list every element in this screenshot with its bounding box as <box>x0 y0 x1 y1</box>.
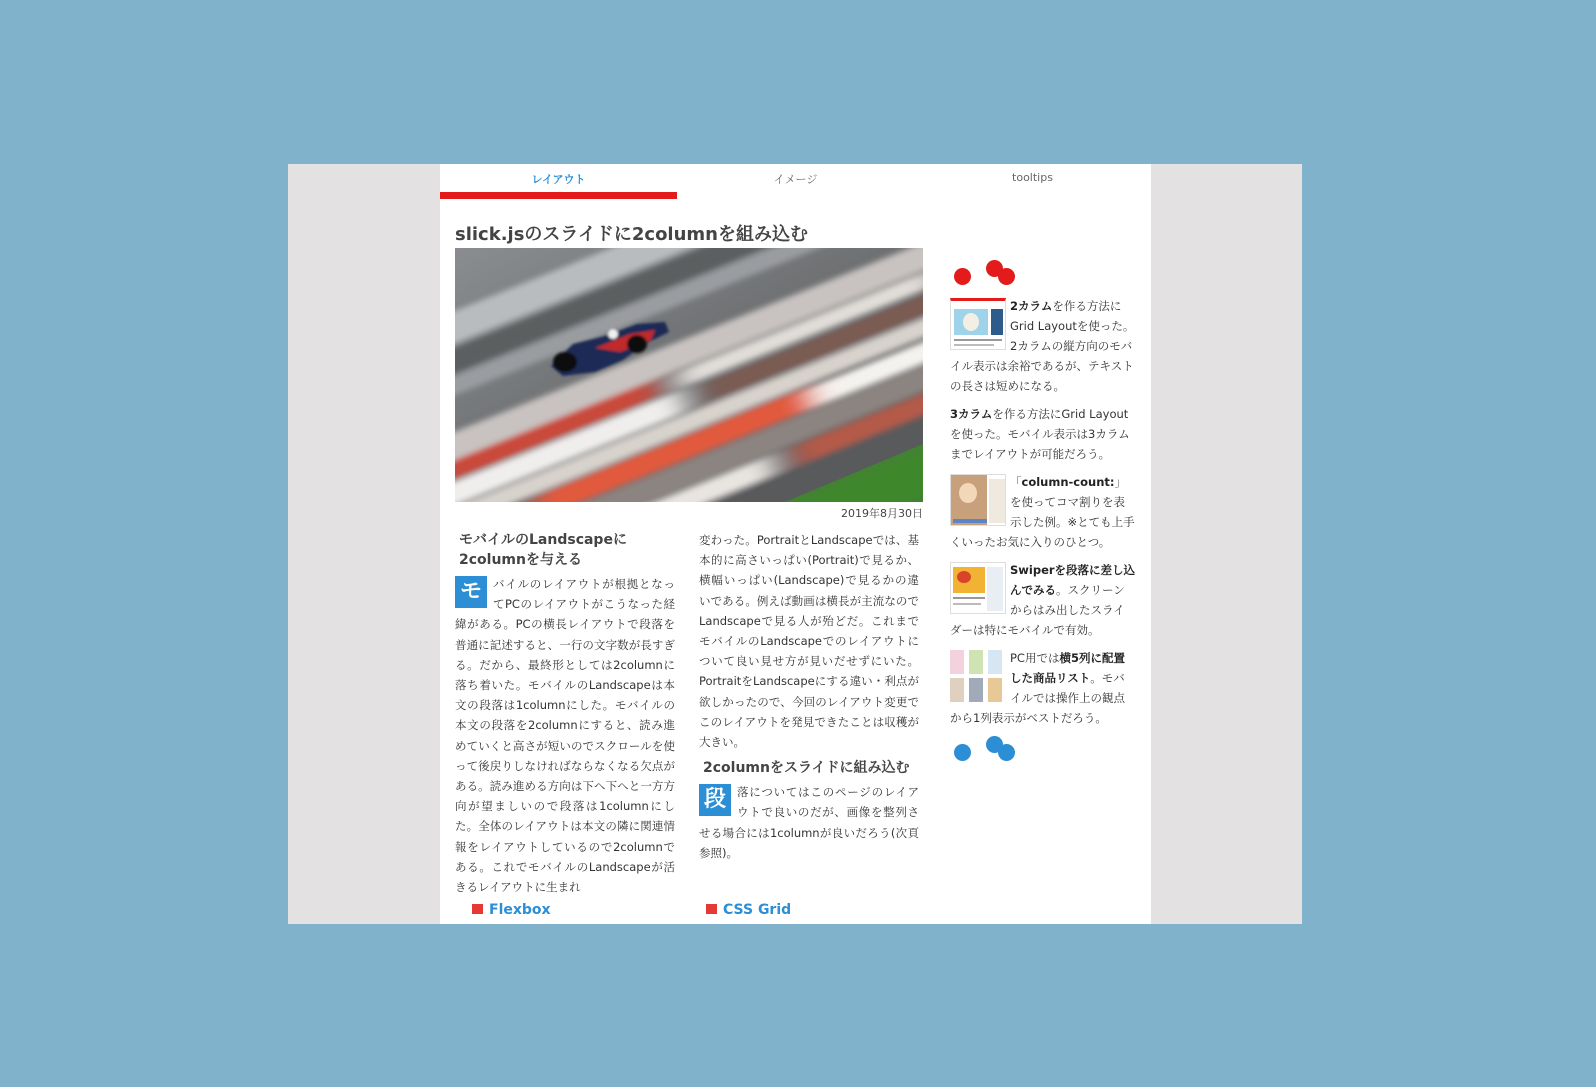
paragraph-right: 変わった。PortraitとLandscapeでは、基本的に高さいっぱい(Portrait)で見るか、横幅いっぱい(Landscape)で見るかの違いである。例えば動画は横長が主流なのでLandscapeで見る人が殆どだ。これまでモバイルのLandscapeでのレイアウトについて良い見せ方が見いだせずにいた。PortraitをLandscapeにする違い・利点が欲しかったので、今回のレイアウト変更でこのレイアウトを発見できたことは収穫が大きい。 <box>699 533 919 750</box>
browser-viewport <box>288 164 1302 924</box>
related-item-title: Swiperを段落に差し込んでみる <box>1010 563 1136 597</box>
page-content <box>440 164 1151 924</box>
dot-icon <box>954 268 971 285</box>
product-list-thumbnail[interactable] <box>950 650 1006 702</box>
link-css-grid-label[interactable]: CSS Grid <box>723 902 792 918</box>
dot-icon <box>998 268 1015 285</box>
related-item-text: を作る方法にGrid Layoutを使った。モバイル表示は3カラムまでレイアウトが可能だろう。 <box>950 407 1130 461</box>
related-item-title: column-count: <box>1021 475 1115 489</box>
related-item-title: 2カラム <box>1010 299 1053 313</box>
related-item-swiper[interactable] <box>950 560 1136 640</box>
related-item-prefix: PC用では <box>1010 651 1060 665</box>
paragraph-right-2-text: 落についてはこのページのレイアウトで良いのだが、画像を整列させる場合には1columnが良いだろう(次頁参照)。 <box>699 785 919 860</box>
red-dots-ornament-icon <box>950 260 1030 296</box>
link-flexbox[interactable] <box>472 902 551 918</box>
related-item-column-count[interactable] <box>950 472 1136 552</box>
section-heading-slider: 2columnをスライドに組み込む <box>703 760 910 777</box>
column-count-thumbnail[interactable] <box>950 474 1006 526</box>
related-item-text: を作る方法にGrid Layoutを使った。2カラムの縦方向のモバイル表示は余裕であるが、テキストの長さは短めになる。 <box>950 299 1135 393</box>
paragraph-left <box>455 574 675 897</box>
related-item-product-list[interactable] <box>950 648 1136 728</box>
article-column-left <box>455 530 675 897</box>
related-item-title: 横5列に配置した商品リスト <box>1010 651 1125 685</box>
related-item-3column[interactable] <box>950 404 1136 464</box>
article-title: slick.jsのスライドに2columnを組み込む <box>455 224 808 245</box>
square-bullet-icon <box>472 904 483 914</box>
related-item-prefix: 「 <box>1010 475 1022 489</box>
tab-bar <box>440 164 1151 200</box>
link-flexbox-label[interactable]: Flexbox <box>489 902 551 918</box>
related-item-text: 。スクリーンからはみ出したスライダーは特にモバイルで有効。 <box>950 583 1125 637</box>
related-item-title: 3カラム <box>950 407 993 421</box>
tab-image[interactable]: イメージ <box>773 173 818 186</box>
two-column-thumbnail[interactable] <box>950 298 1006 350</box>
paragraph-right-2 <box>699 782 919 863</box>
article-column-right <box>699 530 919 863</box>
swiper-thumbnail[interactable] <box>950 562 1006 614</box>
link-css-grid[interactable] <box>706 902 791 918</box>
blue-dots-ornament-icon <box>950 736 1030 772</box>
related-item-2column[interactable] <box>950 296 1136 396</box>
dot-icon <box>998 744 1015 761</box>
section-heading-landscape: モバイルのLandscapeに2columnを与える <box>459 532 627 568</box>
dot-icon <box>954 744 971 761</box>
related-item-text: 」を使ってコマ割りを表示した例。※とても上手くいったお気に入りのひとつ。 <box>950 475 1135 549</box>
sidebar-related <box>950 260 1136 772</box>
article-date: 2019年8月30日 <box>841 507 923 520</box>
paragraph-left-text: バイルのレイアウトが根拠となってPCのレイアウトがこうなった経緯がある。PCの横長レイアウトで段落を普通に記述すると、一行の文字数が長すぎる。だから、最終形としては2columnに落ち着いた。モバイルのLandscapeは本文の段落は1columnにした。モバイルの本文の段落を2columnにすると、読み進めていくと高さが短いのでスクロールを使って後戻りしなければならなくなる欠点がある。読み進める方向は下へ下へと一方方向が望ましいので段落は1columnにした。全体のレイアウトは本文の隣に関連情報をレイアウトしているので2columnである。これでモバイルのLandscapeが活きるレイアウトに生まれ <box>455 577 675 895</box>
drop-cap: モ <box>455 576 487 608</box>
square-bullet-icon <box>706 904 717 914</box>
hero-image-race-car <box>455 248 923 502</box>
drop-cap: 段 <box>699 784 731 816</box>
related-item-text: 。モバイルでは操作上の観点から1列表示がベストだろう。 <box>950 671 1125 725</box>
tab-tooltips[interactable]: tooltips <box>1012 171 1053 184</box>
race-car-photo <box>455 248 923 502</box>
tab-layout[interactable]: レイアウト <box>440 164 677 200</box>
